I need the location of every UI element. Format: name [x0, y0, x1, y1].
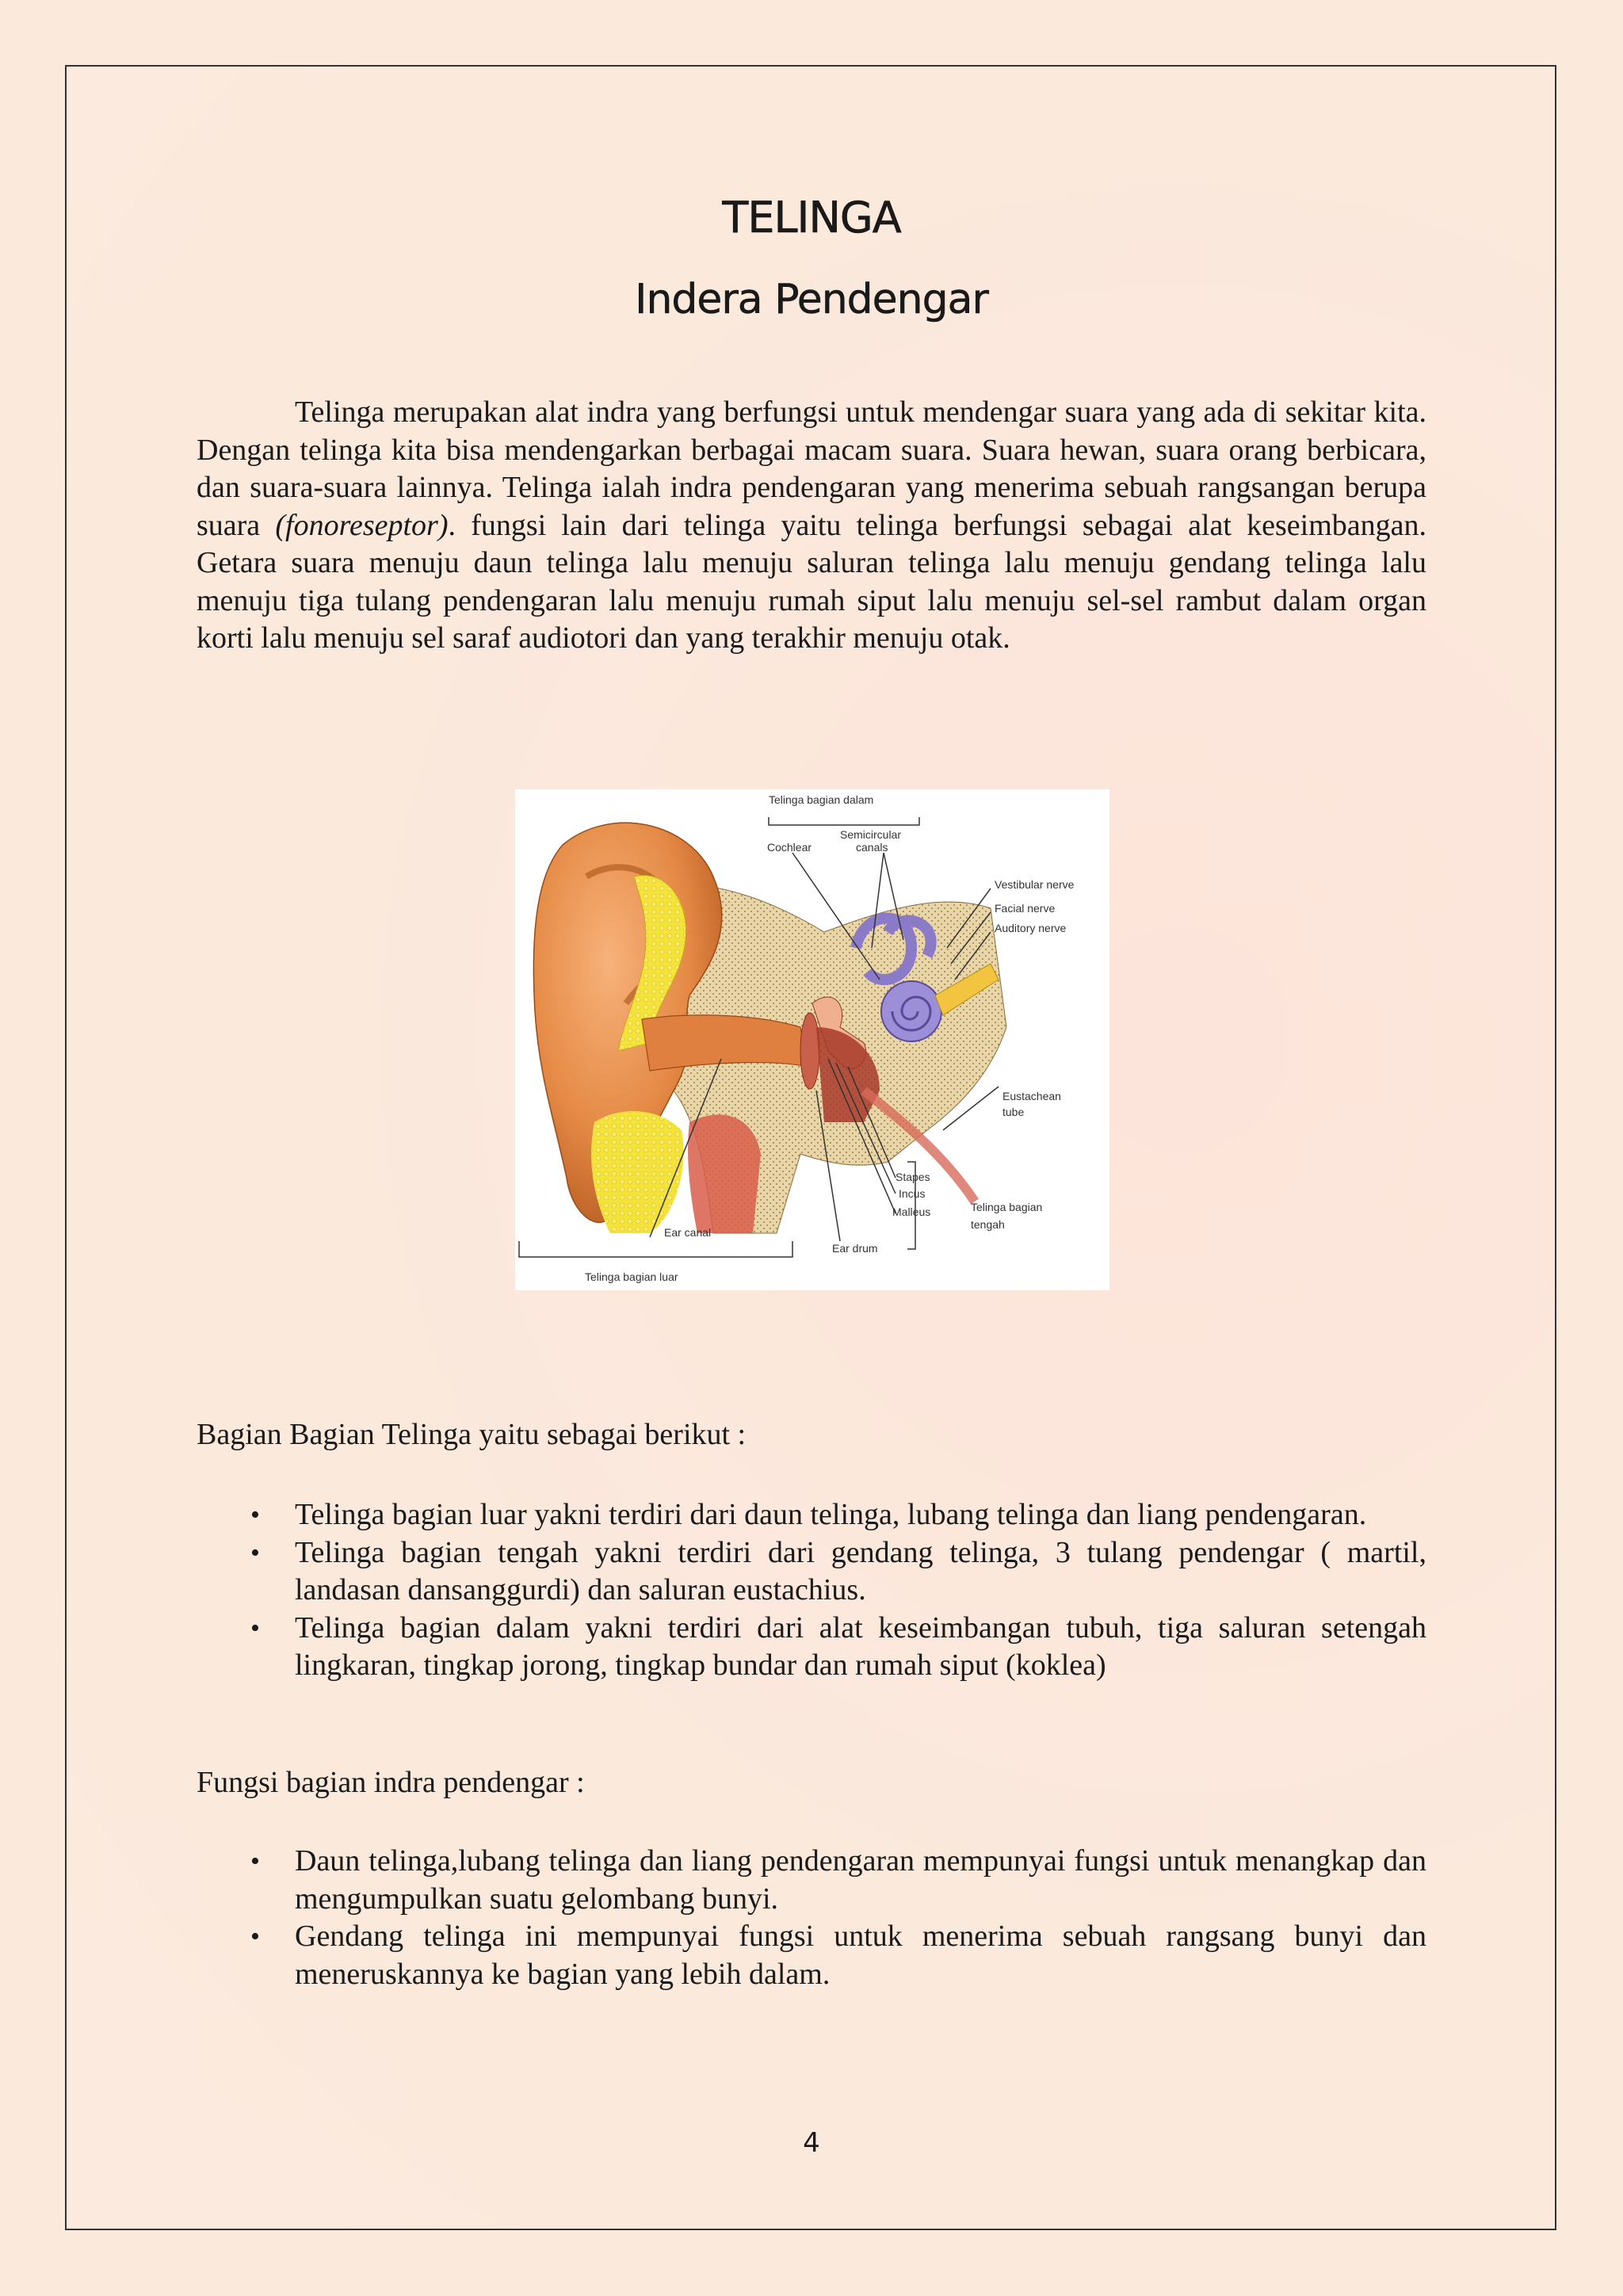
- bullet-icon: •: [250, 1922, 260, 1951]
- bullet-icon: •: [250, 1538, 260, 1568]
- intro-text-2: . fungsi lain dari telinga yaitu telinga berfungsi sebagai alat keseimbangan. Getara suara menuju daun telinga lalu menuju saluran telinga lalu menuju gendang telinga lalu menuju tiga tulang pendengaran lalu menuju rumah siput lalu menuju sel-sel rambut dalam organ korti lalu menuju sel saraf audiotori dan yang terakhir menuju otak.: [197, 508, 1426, 655]
- label-middle-ear-2: tengah: [971, 1218, 1005, 1231]
- label-eustachean-2: tube: [1002, 1106, 1025, 1118]
- label-middle-ear-1: Telinga bagian: [971, 1201, 1043, 1213]
- label-inner-ear: Telinga bagian dalam: [769, 793, 874, 806]
- label-stapes: Stapes: [896, 1171, 930, 1183]
- list-item-text: Telinga bagian luar yakni terdiri dari daun telinga, lubang telinga dan liang pendengaran.: [295, 1498, 1367, 1531]
- list-item-text: Telinga bagian dalam yakni terdiri dari alat keseimbangan tubuh, tiga saluran setengah lingkaran, tingkap jorong, tingkap bundar dan rumah siput (koklea): [295, 1610, 1426, 1682]
- label-eustachean-1: Eustachean: [1002, 1090, 1061, 1102]
- functions-list: [197, 1843, 1426, 1993]
- label-cochlear: Cochlear: [767, 841, 812, 854]
- parts-list: [197, 1496, 1426, 1685]
- functions-heading: Fungsi bagian indra pendengar :: [197, 1766, 585, 1799]
- ear-diagram-svg: [515, 789, 1109, 1290]
- list-item: [197, 1496, 1426, 1534]
- cochlea-shape: [881, 981, 941, 1041]
- bullet-icon: •: [250, 1500, 260, 1530]
- list-item: [197, 1534, 1426, 1610]
- label-outer-ear: Telinga bagian luar: [585, 1270, 678, 1283]
- bullet-icon: •: [250, 1847, 260, 1876]
- label-facial-nerve: Facial nerve: [995, 902, 1056, 915]
- muscle-shape: [688, 1114, 761, 1233]
- list-item: [197, 1918, 1426, 1993]
- intro-italic-term: (fonoreseptor): [275, 508, 449, 542]
- fat-lower: [591, 1111, 684, 1233]
- list-item: [197, 1843, 1426, 1918]
- label-auditory-nerve: Auditory nerve: [995, 922, 1067, 934]
- intro-paragraph: [197, 394, 1426, 658]
- intro-text-1: Telinga merupakan alat indra yang berfungsi untuk mendengar suara yang ada di sekitar kita. Dengan telinga kita bisa mendengarkan berbagai macam suara. Suara hewan, suara orang berbicara, dan suara-suara lainnya. Telinga ialah indra pendengaran yang menerima sebuah rangsangan berupa suara: [197, 395, 1426, 542]
- label-semicircular-2: canals: [856, 841, 888, 854]
- label-ear-drum: Ear drum: [832, 1242, 878, 1255]
- eardrum-shape: [800, 1013, 819, 1089]
- bullet-icon: •: [250, 1613, 260, 1643]
- page-subtitle: Indera Pendengar: [635, 276, 988, 323]
- list-item-text: Daun telinga,lubang telinga dan liang pendengaran mempunyai fungsi untuk menangkap dan mengumpulkan suatu gelombang bunyi.: [295, 1844, 1426, 1916]
- parts-heading: Bagian Bagian Telinga yaitu sebagai berikut :: [197, 1418, 747, 1451]
- ear-canal-shape: [642, 1015, 808, 1071]
- page-title: TELINGA: [722, 193, 901, 243]
- list-item-text: Telinga bagian tengah yakni terdiri dari gendang telinga, 3 tulang pendengar ( martil, landasan dansanggurdi) dan saluran eustachius.: [295, 1535, 1426, 1606]
- label-vestibular-nerve: Vestibular nerve: [995, 878, 1075, 891]
- list-item: [197, 1610, 1426, 1685]
- list-item-text: Gendang telinga ini mempunyai fungsi untuk menerima sebuah rangsang bunyi dan meneruskannya ke bagian yang lebih dalam.: [295, 1920, 1426, 1991]
- page-number: 4: [803, 2127, 820, 2159]
- label-ear-canal: Ear canal: [664, 1226, 712, 1239]
- label-incus: Incus: [899, 1187, 926, 1200]
- label-malleus: Malleus: [892, 1205, 931, 1218]
- ear-anatomy-diagram: [515, 789, 1109, 1290]
- label-semicircular-1: Semicircular: [840, 828, 902, 841]
